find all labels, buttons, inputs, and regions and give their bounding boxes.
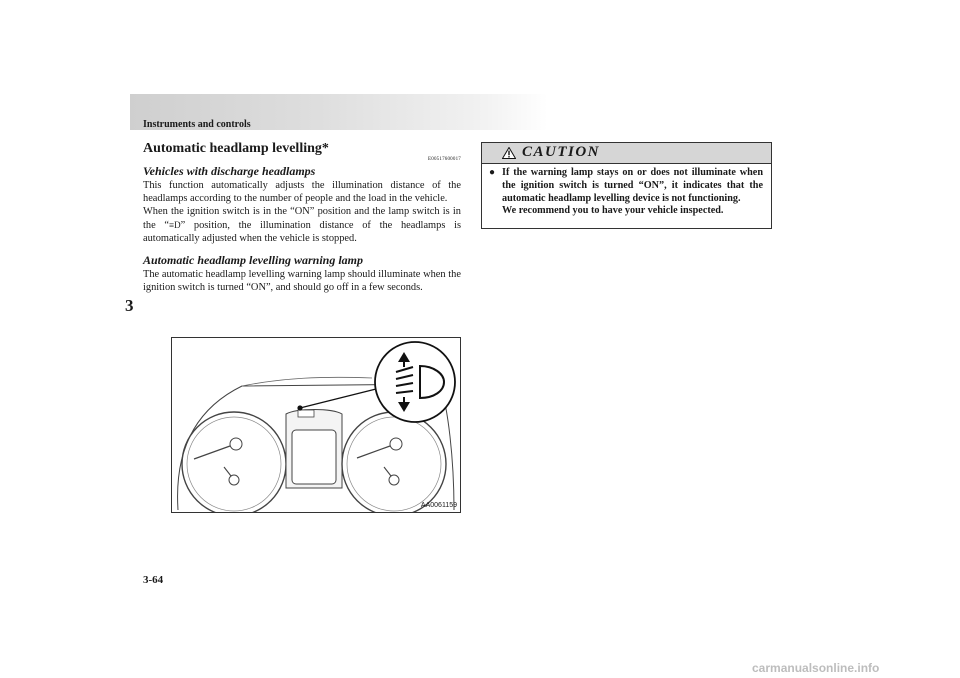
paragraph-ignition-after: ” position, the illumination distance of the headlamps is automatically adjusted when the vehicle is stopped. [143,219,461,244]
figure-code: AA0061159 [420,502,457,509]
watermark: carmanualsonline.info [752,661,880,675]
instrument-cluster-figure [171,337,461,513]
right-gauge [342,412,446,512]
caution-text-recommendation: We recommend you to have your vehicle inspected. [502,205,724,217]
lamp-switch-icon: ≡D [169,219,181,230]
subsection-title-warning-lamp: Automatic headlamp levelling warning lamp [143,253,364,268]
paragraph-ignition [143,205,461,245]
caution-bullet: ● [489,167,496,178]
left-gauge [182,412,286,512]
section-code: E00517600017 [428,157,461,162]
chapter-number: 3 [125,296,134,315]
caution-box [481,142,772,229]
caution-label: CAUTION [522,144,601,160]
caution-body [482,164,771,218]
running-header: Instruments and controls [143,119,251,130]
page-number: 3-64 [143,574,164,586]
section-title-text: Automatic headlamp levelling* [143,141,329,156]
paragraph-warning-lamp: The automatic headlamp levelling warning lamp should illuminate when the ignition switch is turned “ON”, and should go off in a few seconds. [143,269,461,294]
caution-header [482,143,771,164]
section-title [143,140,461,162]
center-display [286,410,342,489]
paragraph-function: This function automatically adjusts the illumination distance of the headlamps according to the number of people and the load in the vehicle. [143,180,461,205]
left-column [143,140,461,294]
caution-text: If the warning lamp stays on or does not illuminate when the ignition switch is turned “ON”, it indicates that the automatic headlamp levelling device is not functioning. [502,167,763,204]
subsection-title-discharge: Vehicles with discharge headlamps [143,164,316,178]
instrument-cluster-illustration [172,338,460,512]
paragraph-ignition-before: When the ignition switch is in the “ON” position and the lamp switch is in the “ [143,206,461,231]
warning-triangle-icon [502,147,516,159]
